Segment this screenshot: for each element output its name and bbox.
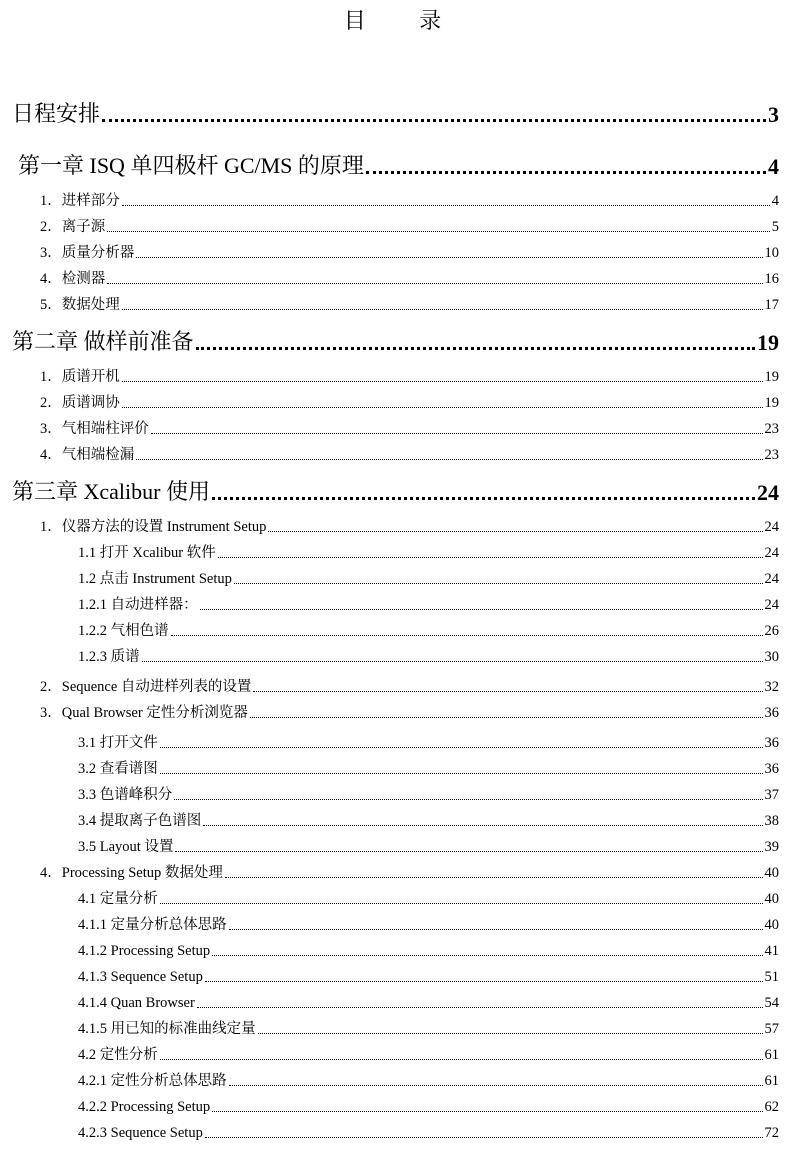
dot-leader	[136, 257, 762, 258]
toc-chapter[interactable]	[12, 326, 779, 356]
dot-leader	[212, 1111, 762, 1112]
dot-leader	[174, 799, 762, 800]
toc-entry[interactable]	[78, 914, 779, 934]
dot-leader	[205, 1137, 763, 1138]
toc-page-number: 36	[764, 735, 779, 751]
toc-page-number: 61	[764, 1073, 779, 1089]
toc-page-number: 24	[764, 545, 779, 561]
toc-entry-label: 4.2.3 Sequence Setup	[78, 1125, 203, 1141]
toc-entry[interactable]	[78, 1044, 779, 1064]
toc-entry-label: 1.2.1 自动进样器：	[78, 597, 198, 613]
toc-entry[interactable]	[78, 620, 779, 640]
toc-entry[interactable]	[78, 1096, 779, 1116]
dot-leader	[250, 717, 763, 718]
toc-page-number: 24	[764, 571, 779, 587]
dot-leader	[218, 557, 763, 558]
toc-entry-label: 4．Processing Setup 数据处理	[40, 865, 223, 881]
toc-entry-label: 3．Qual Browser 定性分析浏览器	[40, 705, 248, 721]
toc-page-number: 36	[764, 761, 779, 777]
toc-page-number: 26	[764, 623, 779, 639]
toc-page-number: 37	[764, 787, 779, 803]
toc-entry[interactable]	[78, 594, 779, 614]
toc-entry-label: 3.3 色谱峰积分	[78, 787, 173, 803]
toc-entry[interactable]	[40, 418, 779, 438]
toc-entry[interactable]	[40, 268, 779, 288]
dot-leader	[366, 171, 766, 174]
page-title: 目 录	[343, 8, 466, 33]
toc-entry[interactable]	[78, 732, 779, 752]
toc-page-number: 23	[764, 447, 779, 463]
toc-page-number: 17	[764, 297, 779, 313]
toc-entry-label: 第三章 Xcalibur 使用	[12, 479, 210, 504]
toc-entry-label: 3．质量分析器	[40, 245, 135, 261]
toc-page-number: 5	[771, 219, 779, 235]
dot-leader	[160, 773, 763, 774]
toc-entry[interactable]	[78, 1070, 779, 1090]
toc-entry[interactable]	[78, 966, 779, 986]
toc-page-number: 19	[757, 330, 779, 355]
toc-page-number: 54	[764, 995, 779, 1011]
toc-entry[interactable]	[78, 836, 779, 856]
toc-entry[interactable]	[78, 646, 779, 666]
toc-entry[interactable]	[40, 444, 779, 464]
toc-entry-label: 4.1.2 Processing Setup	[78, 943, 211, 959]
dot-leader	[122, 205, 770, 206]
toc-entry[interactable]	[78, 940, 779, 960]
toc-entry[interactable]	[40, 242, 779, 262]
dot-leader	[196, 347, 755, 350]
toc-entry[interactable]	[40, 190, 779, 210]
toc-entry-label: 4.1.3 Sequence Setup	[78, 969, 203, 985]
dot-leader	[234, 583, 763, 584]
dot-leader	[212, 955, 762, 956]
toc-page-number: 39	[764, 839, 779, 855]
toc-entry-label: 4.2 定性分析	[78, 1047, 158, 1063]
dot-leader	[212, 497, 755, 500]
toc-entry-label: 1.2 点击 Instrument Setup	[78, 571, 232, 587]
toc-entry[interactable]	[78, 1018, 779, 1038]
toc-entry-label: 2．Sequence 自动进样列表的设置	[40, 679, 252, 695]
toc-page-number: 23	[764, 421, 779, 437]
toc-page-number: 4	[771, 193, 779, 209]
dot-leader	[171, 635, 763, 636]
toc-page-number: 40	[764, 917, 779, 933]
dot-leader	[229, 929, 763, 930]
toc-page-number: 3	[768, 102, 779, 127]
dot-leader	[122, 309, 763, 310]
toc-page-number: 51	[764, 969, 779, 985]
dot-leader	[253, 691, 762, 692]
toc-entry[interactable]	[40, 294, 779, 314]
toc-page-number: 61	[764, 1047, 779, 1063]
toc-entry[interactable]	[40, 392, 779, 412]
dot-leader	[160, 747, 763, 748]
toc-chapter[interactable]	[18, 150, 779, 180]
toc-entry-label: 3.2 查看谱图	[78, 761, 158, 777]
toc-entry-label: 4．检测器	[40, 271, 106, 287]
toc-entry-label: 5．数据处理	[40, 297, 120, 313]
toc-entry[interactable]	[40, 516, 779, 536]
dot-leader	[102, 119, 766, 122]
toc-entry-label: 3.5 Layout 设置	[78, 839, 174, 855]
toc-page-number: 57	[764, 1021, 779, 1037]
dot-leader	[160, 1059, 763, 1060]
toc-entry-label: 3．气相端柱评价	[40, 421, 149, 437]
toc-page-number: 19	[764, 369, 779, 385]
toc-page-number: 41	[764, 943, 779, 959]
toc-page-number: 4	[768, 154, 779, 179]
dot-leader	[136, 459, 762, 460]
toc-entry[interactable]	[40, 702, 779, 722]
toc-entry[interactable]	[40, 862, 779, 882]
toc-page-number: 72	[764, 1125, 779, 1141]
toc-entry-label: 日程安排	[12, 101, 101, 126]
toc-entry-label: 4.1 定量分析	[78, 891, 158, 907]
toc-entry[interactable]	[40, 366, 779, 386]
toc-entry-label: 1．质谱开机	[40, 369, 120, 385]
toc-page-number: 16	[764, 271, 779, 287]
dot-leader	[268, 531, 762, 532]
dot-leader	[200, 609, 763, 610]
toc-page-number: 38	[764, 813, 779, 829]
toc-page-number: 62	[764, 1099, 779, 1115]
toc-entry-label: 1.1 打开 Xcalibur 软件	[78, 545, 216, 561]
dot-leader	[203, 825, 762, 826]
toc-entry[interactable]	[78, 992, 779, 1012]
toc-entry[interactable]	[78, 784, 779, 804]
toc-entry-label: 3.4 提取离子色谱图	[78, 813, 202, 829]
toc-entry[interactable]	[40, 676, 779, 696]
toc-page-number: 24	[757, 480, 779, 505]
dot-leader	[151, 433, 763, 434]
dot-leader	[197, 1007, 763, 1008]
toc-entry-label: 2．质谱调协	[40, 395, 120, 411]
dot-leader	[205, 981, 763, 982]
toc-entry[interactable]	[78, 1122, 779, 1142]
toc-entry-label: 第一章 ISQ 单四极杆 GC/MS 的原理	[18, 153, 364, 178]
toc-entry-label: 3.1 打开文件	[78, 735, 158, 751]
toc-page-number: 24	[764, 597, 779, 613]
toc-entry-label: 1．进样部分	[40, 193, 120, 209]
dot-leader	[122, 381, 763, 382]
toc-entry[interactable]	[78, 568, 779, 588]
dot-leader	[258, 1033, 763, 1034]
toc-page-number: 40	[764, 865, 779, 881]
toc-entry-label: 4.2.1 定性分析总体思路	[78, 1073, 227, 1089]
toc-entry[interactable]	[78, 758, 779, 778]
toc-entry-label: 4.1.4 Quan Browser	[78, 995, 195, 1011]
dot-leader	[160, 903, 763, 904]
toc-chapter[interactable]	[12, 476, 779, 506]
toc-page-number: 40	[764, 891, 779, 907]
toc-entry-label: 第二章 做样前准备	[12, 329, 194, 354]
toc-entry[interactable]	[78, 810, 779, 830]
toc-chapter[interactable]	[12, 98, 779, 128]
toc-page-number: 10	[764, 245, 779, 261]
dot-leader	[107, 231, 770, 232]
toc-page-number: 19	[764, 395, 779, 411]
dot-leader	[107, 283, 762, 284]
toc-entry-label: 4.1.5 用已知的标准曲线定量	[78, 1021, 256, 1037]
toc-entry[interactable]	[78, 542, 779, 562]
toc-entry[interactable]	[40, 216, 779, 236]
toc-page-number: 30	[764, 649, 779, 665]
toc-entry-label: 1.2.2 气相色谱	[78, 623, 169, 639]
toc-entry-label: 1．仪器方法的设置 Instrument Setup	[40, 519, 267, 535]
toc-page-number: 36	[764, 705, 779, 721]
dot-leader	[229, 1085, 763, 1086]
toc-entry[interactable]	[78, 888, 779, 908]
toc-entry-label: 2．离子源	[40, 219, 106, 235]
toc-entry-label: 1.2.3 质谱	[78, 649, 140, 665]
toc-entry-label: 4.1.1 定量分析总体思路	[78, 917, 227, 933]
toc-entry-label: 4．气相端检漏	[40, 447, 135, 463]
dot-leader	[122, 407, 763, 408]
toc-entry-label: 4.2.2 Processing Setup	[78, 1099, 211, 1115]
toc-page-number: 32	[764, 679, 779, 695]
dot-leader	[142, 661, 763, 662]
dot-leader	[225, 877, 763, 878]
toc-page-number: 24	[764, 519, 779, 535]
dot-leader	[175, 851, 762, 852]
